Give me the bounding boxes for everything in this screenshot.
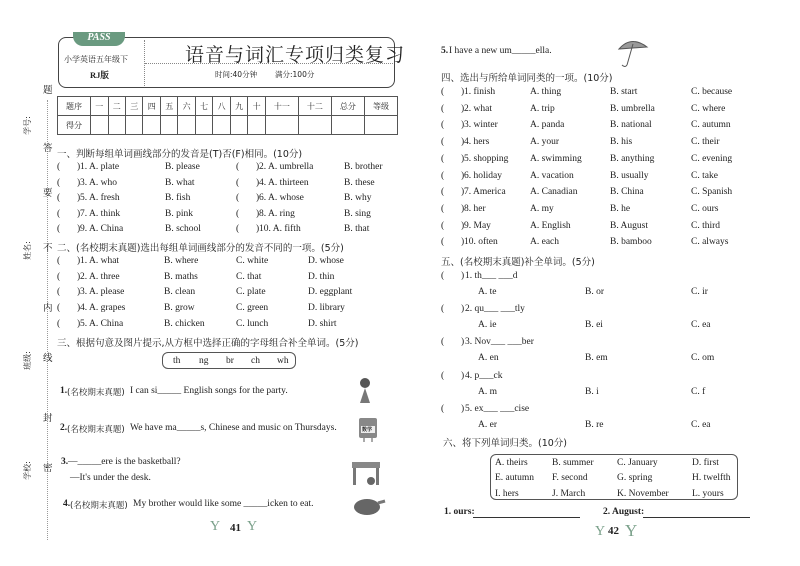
answer-blank-close: ) [461, 370, 465, 381]
word-bank-box [490, 454, 738, 500]
math-label: 数学 [362, 427, 373, 433]
answer-input-1[interactable] [473, 508, 580, 518]
answer-blank-open[interactable]: ( [57, 193, 61, 204]
student-id-label: 学号: [22, 116, 32, 135]
score-cell[interactable] [160, 116, 177, 135]
answer-blank-close: ) [77, 256, 81, 266]
class-label: 班级: [22, 351, 32, 370]
section-4-heading: 四、选出与所给单词同类的一项。(10分) [441, 73, 613, 84]
seal-char: 封 [43, 413, 53, 424]
answer-blank-close: ) [77, 318, 81, 329]
question-text: —It's under the desk. [70, 473, 151, 483]
word-bank-item: G. spring [617, 473, 653, 484]
score-row-label: 得分 [58, 116, 91, 135]
word-bank-item: K. November [617, 488, 669, 499]
option: B. sing [344, 208, 371, 219]
letter-option: ng [199, 356, 209, 366]
answer-blank-open[interactable]: ( [441, 120, 445, 131]
umbrella-image [617, 35, 649, 72]
answer-blank-open[interactable]: ( [236, 193, 240, 204]
answer-input-2[interactable] [643, 508, 750, 518]
option: B. re [585, 419, 604, 430]
option: C. where [691, 103, 726, 114]
question-item: 6. A. whose [259, 193, 304, 204]
word-bank-item: C. January [617, 458, 658, 468]
answer-blank-close: ) [77, 177, 81, 188]
score-cell[interactable] [248, 116, 265, 135]
option: A. en [478, 353, 499, 364]
answer-blank-close: ) [256, 162, 260, 172]
question-text: I have a new um_____ella. [449, 46, 552, 56]
answer-blank-open[interactable]: ( [57, 224, 61, 235]
answer-blank-open[interactable]: ( [441, 87, 445, 97]
question-item: 1. A. what [80, 256, 120, 266]
score-table-header: 九 [230, 97, 247, 116]
answer-blank-open[interactable]: ( [57, 318, 61, 329]
option: A. panda [530, 120, 565, 131]
question-tag: (名校期末真题) [70, 501, 128, 511]
option: B. umbrella [610, 103, 655, 114]
seal-char: 题 [43, 85, 53, 96]
answer-blank-open[interactable]: ( [57, 287, 61, 298]
answer-blank-close: ) [77, 287, 81, 298]
answer-blank-close: ) [461, 237, 465, 248]
seal-char: 密 [43, 463, 53, 474]
question-number: 4. [63, 499, 71, 509]
divider [145, 63, 393, 64]
sprout-icon: Y [595, 524, 606, 539]
desk-ball-image [351, 460, 381, 489]
option: B. pink [165, 208, 193, 219]
question-item: 5. A. China [80, 318, 124, 329]
answer-blank-open[interactable]: ( [441, 203, 445, 214]
section-5-heading: 五、(名校期末真题)补全单词。(5分) [441, 257, 595, 268]
option: D. shirt [308, 318, 337, 329]
question-item: 1. th___ ___d [465, 271, 518, 281]
option: B. these [344, 177, 375, 188]
time-label: 时间:40分钟 [215, 70, 258, 79]
question-item: 4. A. grapes [80, 303, 126, 314]
question-item: 8. A. ring [259, 208, 295, 219]
option: C. ours [691, 203, 719, 214]
answer-blank-open[interactable]: ( [57, 208, 61, 219]
option: A. my [530, 203, 554, 214]
answer-blank-open[interactable]: ( [441, 403, 445, 414]
grade-label: 小学英语五年级下 [64, 55, 128, 64]
option: C. autumn [691, 120, 731, 131]
option: B. fish [165, 193, 191, 204]
option: B. China [610, 187, 644, 198]
section-1-heading: 一、判断每组单词画线部分的发音是(T)否(F)相同。(10分) [57, 149, 303, 160]
answer-blank-open[interactable]: ( [441, 137, 445, 148]
score-table-header: 等级 [364, 97, 397, 116]
score-cell[interactable] [298, 116, 331, 135]
answer-blank-open[interactable]: ( [441, 103, 445, 114]
word-bank-item: B. summer [552, 458, 594, 468]
option: B. his [610, 137, 633, 148]
question-number: 5. [441, 46, 449, 56]
answer-blank-close: ) [461, 337, 465, 348]
option: A. each [530, 237, 560, 248]
question-number: 3. [61, 457, 69, 467]
word-bank-item: I. hers [495, 488, 519, 499]
question-item: 4. A. thirteen [259, 177, 309, 188]
option: C. always [691, 237, 729, 248]
option: C. ea [691, 419, 711, 430]
answer-label: 1. ours: [444, 507, 475, 517]
score-table-header: 十二 [298, 97, 331, 116]
option: B. usually [610, 170, 649, 181]
answer-blank-close: ) [256, 193, 260, 204]
question-item: 2. qu___ ___tly [465, 304, 525, 315]
answer-blank-close: ) [256, 224, 260, 235]
question-item: 3. A. who [80, 177, 117, 188]
question-item: 3. A. please [80, 287, 125, 298]
question-number: 1. [60, 386, 68, 396]
option: B. what [165, 177, 195, 188]
answer-blank-close: ) [256, 177, 260, 188]
option: D. eggplant [308, 287, 353, 298]
word-bank-item: D. first [692, 458, 719, 468]
option: B. anything [610, 153, 655, 164]
answer-blank-close: ) [461, 87, 465, 97]
score-table-header: 十一 [265, 97, 298, 116]
score-cell[interactable] [143, 116, 160, 135]
option: A. English [530, 220, 571, 231]
question-item: 8. her [464, 203, 486, 214]
answer-blank-open[interactable]: ( [57, 162, 61, 172]
option: C. om [691, 353, 715, 364]
letter-option: th [173, 356, 181, 366]
option: C. evening [691, 153, 733, 164]
score-table-header: 八 [213, 97, 230, 116]
option: B. maths [164, 271, 198, 282]
option: B. why [344, 193, 372, 204]
answer-blank-close: ) [461, 170, 465, 181]
option: B. chicken [164, 318, 205, 329]
score-cell[interactable] [331, 116, 364, 135]
answer-blank-close: ) [77, 224, 81, 235]
answer-blank-open[interactable]: ( [57, 303, 61, 314]
option: B. please [165, 162, 200, 172]
answer-blank-open[interactable]: ( [441, 187, 445, 198]
option: B. start [610, 87, 638, 97]
score-table-header: 六 [178, 97, 195, 116]
word-bank-item: A. theirs [495, 458, 528, 468]
score-cell[interactable] [108, 116, 125, 135]
question-item: 10. A. fifth [259, 224, 301, 235]
score-cell[interactable] [91, 116, 108, 135]
answer-blank-open[interactable]: ( [441, 370, 445, 381]
answer-blank-close: ) [461, 203, 465, 214]
option: C. white [236, 256, 269, 266]
answer-blank-close: ) [77, 193, 81, 204]
option: A. thing [530, 87, 562, 97]
question-item: 5. A. fresh [80, 193, 120, 204]
word-bank-item: E. autumn [495, 473, 535, 484]
answer-blank-close: ) [461, 304, 465, 315]
page-number-left: 41 [230, 522, 241, 534]
answer-blank-open[interactable]: ( [236, 177, 240, 188]
question-item: 10. often [464, 237, 498, 248]
option: C. because [691, 87, 733, 97]
answer-blank-close: ) [461, 137, 465, 148]
score-table-header: 十 [248, 97, 265, 116]
seal-char: 内 [43, 303, 53, 314]
option: B. August [610, 220, 649, 231]
option: C. ir [691, 287, 708, 297]
option: C. lunch [236, 318, 269, 329]
letter-option: ch [251, 356, 260, 366]
question-item: 6. holiday [464, 170, 502, 181]
question-tag: (名校期末真题) [67, 425, 125, 435]
question-text: I can si_____ English songs for the party. [130, 386, 288, 396]
score-table [57, 96, 398, 135]
seal-char: 不 [43, 243, 53, 254]
answer-blank-close: ) [461, 220, 465, 231]
question-item: 2. A. three [80, 271, 120, 282]
option: A. vacation [530, 170, 574, 181]
word-bank-item: F. second [552, 473, 588, 484]
answer-blank-open[interactable]: ( [441, 220, 445, 231]
score-table-header: 五 [160, 97, 177, 116]
answer-blank-close: ) [461, 403, 465, 414]
score-cell[interactable] [364, 116, 397, 135]
score-table-header: 七 [195, 97, 212, 116]
question-text: We have ma_____s, Chinese and music on Thursdays. [130, 423, 337, 433]
option: C. take [691, 170, 718, 181]
answer-blank-close: ) [77, 162, 81, 172]
score-table-header: 总分 [331, 97, 364, 116]
seal-char: 答 [43, 143, 53, 154]
option: C. their [691, 137, 720, 148]
section-3-heading: 三、根据句意及图片提示,从方框中选择正确的字母组合补全单词。(5分) [57, 338, 359, 349]
option: B. where [164, 256, 199, 266]
option: B. school [165, 224, 201, 235]
question-item: 3. Nov___ ___ber [465, 337, 534, 348]
score-cell[interactable] [230, 116, 247, 135]
letter-option: br [226, 356, 234, 366]
question-item: 1. finish [464, 87, 496, 97]
answer-blank-close: ) [77, 208, 81, 219]
option: A. m [478, 386, 497, 397]
question-item: 2. what [464, 103, 492, 114]
answer-blank-open[interactable]: ( [441, 237, 445, 248]
sprout-icon: Y [247, 519, 258, 534]
answer-blank-close: ) [77, 271, 81, 282]
full-score-label: 满分:100分 [275, 70, 315, 79]
option: C. f [691, 386, 706, 397]
option: B. clean [164, 287, 196, 298]
section-2-heading: 二、(名校期末真题)选出每组单词画线部分的发音不同的一项。(5分) [57, 243, 344, 254]
score-cell[interactable] [195, 116, 212, 135]
page-number-right: 42 [608, 525, 619, 537]
sprout-icon: Y [625, 521, 638, 540]
answer-blank-close: ) [77, 303, 81, 314]
question-item: 7. America [464, 187, 506, 198]
option: B. bamboo [610, 237, 652, 248]
brand-logo: PASS [73, 32, 125, 46]
option: A. swimming [530, 153, 582, 164]
question-tag: (名校期末真题) [67, 388, 125, 398]
word-bank-item: H. twelfth [692, 473, 731, 484]
letter-options-box [162, 352, 296, 369]
question-item: 9. May [464, 220, 491, 231]
option: C. Spanish [691, 187, 733, 198]
option: B. em [585, 353, 608, 364]
option: B. i [585, 386, 599, 397]
option: B. ei [585, 320, 603, 331]
name-label: 姓名: [22, 241, 32, 260]
math-book-image [355, 416, 381, 442]
option: C. green [236, 303, 269, 314]
question-item: 9. A. China [80, 224, 124, 235]
answer-blank-close: ) [461, 187, 465, 198]
option: A. your [530, 137, 560, 148]
answer-blank-open[interactable]: ( [441, 153, 445, 164]
answer-label: 2. August: [603, 507, 645, 517]
score-cell[interactable] [125, 116, 142, 135]
answer-blank-open[interactable]: ( [57, 177, 61, 188]
answer-blank-close: ) [461, 120, 465, 131]
sprout-icon: Y [210, 519, 221, 534]
roast-chicken-image [352, 497, 386, 520]
seal-line [47, 100, 48, 540]
score-cell[interactable] [213, 116, 230, 135]
answer-blank-open[interactable]: ( [57, 271, 61, 282]
option: D. thin [308, 271, 335, 282]
answer-blank-open[interactable]: ( [441, 170, 445, 181]
question-item: 7. A. think [80, 208, 121, 219]
option: B. brother [344, 162, 383, 172]
score-table-header: 二 [108, 97, 125, 116]
option: A. ie [478, 320, 497, 331]
answer-blank-open[interactable]: ( [236, 162, 240, 172]
question-text: My brother would like some _____icken to eat. [133, 499, 314, 509]
letter-option: wh [277, 356, 289, 366]
answer-blank-close: ) [461, 153, 465, 164]
question-item: 4. p___ck [465, 370, 503, 381]
option: B. he [610, 203, 631, 214]
option: C. third [691, 220, 721, 231]
option: A. er [478, 419, 497, 430]
score-table-header: 一 [91, 97, 108, 116]
question-item: 4. hers [464, 137, 490, 148]
option: A. trip [530, 103, 555, 114]
answer-blank-close: ) [256, 208, 260, 219]
question-item: 2. A. umbrella [259, 162, 314, 172]
question-text: —_____ere is the basketball? [68, 457, 181, 467]
answer-blank-close: ) [461, 271, 465, 281]
edition-label: RJ版 [90, 70, 109, 80]
answer-blank-open[interactable]: ( [236, 208, 240, 219]
answer-blank-open[interactable]: ( [441, 304, 445, 315]
answer-blank-open[interactable]: ( [57, 256, 61, 266]
option: C. plate [236, 287, 266, 298]
option: B. or [585, 287, 604, 297]
answer-blank-open[interactable]: ( [441, 337, 445, 348]
question-item: 5. shopping [464, 153, 509, 164]
question-number: 2. [60, 423, 68, 433]
singing-girl-image [357, 377, 373, 403]
score-cell[interactable] [265, 116, 298, 135]
option: B. that [344, 224, 370, 235]
seal-char: 要 [43, 188, 53, 199]
option: C. that [236, 271, 262, 282]
option: D. library [308, 303, 345, 314]
question-item: 3. winter [464, 120, 498, 131]
question-item: 1. A. plate [80, 162, 120, 172]
answer-blank-open[interactable]: ( [441, 271, 445, 281]
option: A. te [478, 287, 497, 297]
answer-blank-open[interactable]: ( [236, 224, 240, 235]
option: A. Canadian [530, 187, 578, 198]
word-bank-item: L. yours [692, 488, 724, 499]
option: B. grow [164, 303, 195, 314]
score-table-header: 三 [125, 97, 142, 116]
option: C. ea [691, 320, 711, 331]
option: B. national [610, 120, 652, 131]
word-bank-item: J. March [552, 488, 586, 499]
option: D. whose [308, 256, 344, 266]
score-table-header: 题序 [58, 97, 91, 116]
page-title: 语音与词汇专项归类复习 [185, 44, 406, 66]
question-item: 5. ex___ ___cise [465, 403, 530, 414]
section-6-heading: 六、将下列单词归类。(10分) [443, 438, 568, 449]
score-cell[interactable] [178, 116, 195, 135]
score-table-header: 四 [143, 97, 160, 116]
seal-char: 线 [43, 353, 53, 364]
answer-blank-close: ) [461, 103, 465, 114]
school-label: 学校: [22, 461, 32, 480]
